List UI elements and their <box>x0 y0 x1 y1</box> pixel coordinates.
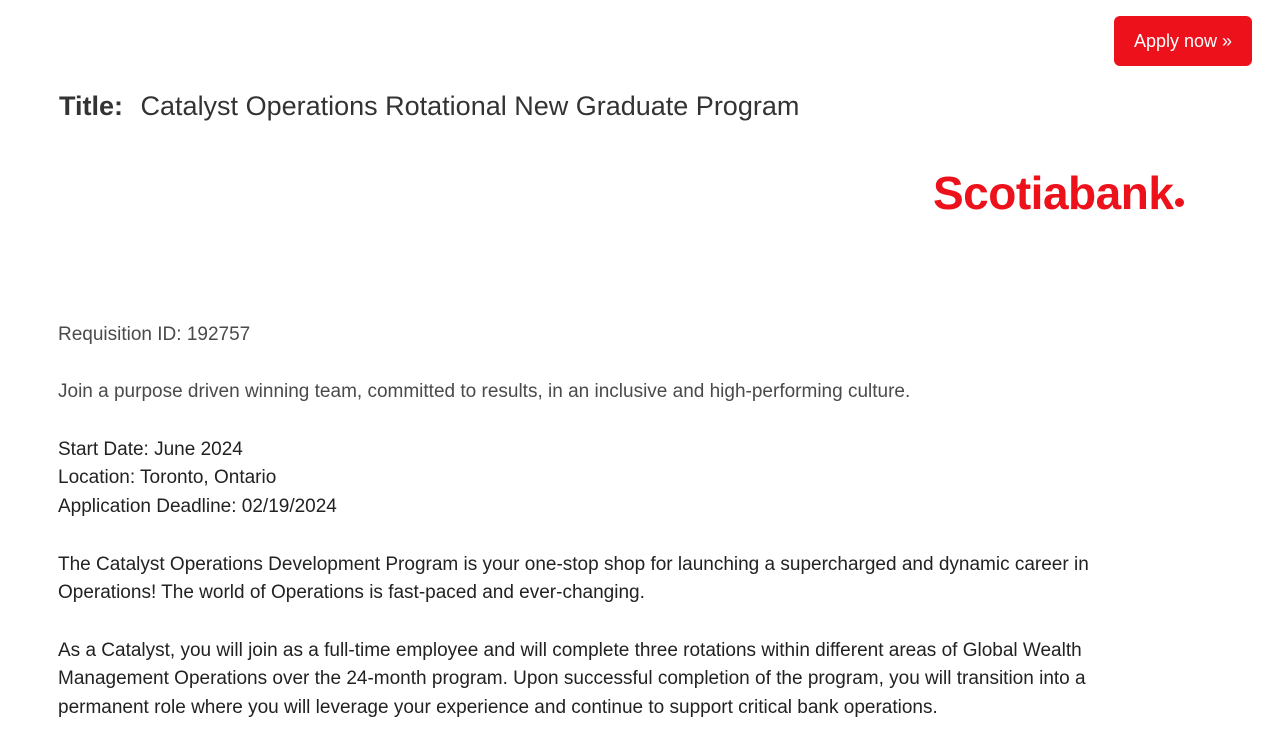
job-description <box>58 321 1168 743</box>
application-deadline: Application Deadline: 02/19/2024 <box>58 496 337 518</box>
spacer <box>58 522 1168 551</box>
scotiabank-logo <box>933 165 1213 221</box>
location: Location: Toronto, Ontario <box>58 467 277 489</box>
requisition-id: Requisition ID: 192757 <box>58 324 251 345</box>
logo-wordmark: Scotiabank <box>933 167 1174 219</box>
apply-now-button[interactable]: Apply now » <box>1114 16 1252 66</box>
job-title: Catalyst Operations Rotational New Graduate Program <box>140 91 800 121</box>
start-date: Start Date: June 2024 <box>58 438 243 460</box>
title-label: Title: <box>59 91 124 121</box>
logo-dot-icon <box>1175 198 1184 207</box>
tagline: Join a purpose driven winning team, committed to results, in an inclusive and high-performing culture. <box>58 381 911 403</box>
description-paragraph-1: The Catalyst Operations Development Program is your one-stop shop for launching a supercharged and dynamic career in Operations! The world of Operations is fast-paced and ever-changing. <box>58 553 1089 604</box>
description-paragraph-2: As a Catalyst, you will join as a full-time employee and will complete three rotations within different areas of Global Wealth Management Operations over the 24-month program. Upon successful completion of the program, you will transition into a permanent role where you will leverage your experience and continue to support critical bank operations. <box>58 639 1086 719</box>
job-meta <box>58 436 1168 522</box>
job-title-heading <box>59 88 799 124</box>
